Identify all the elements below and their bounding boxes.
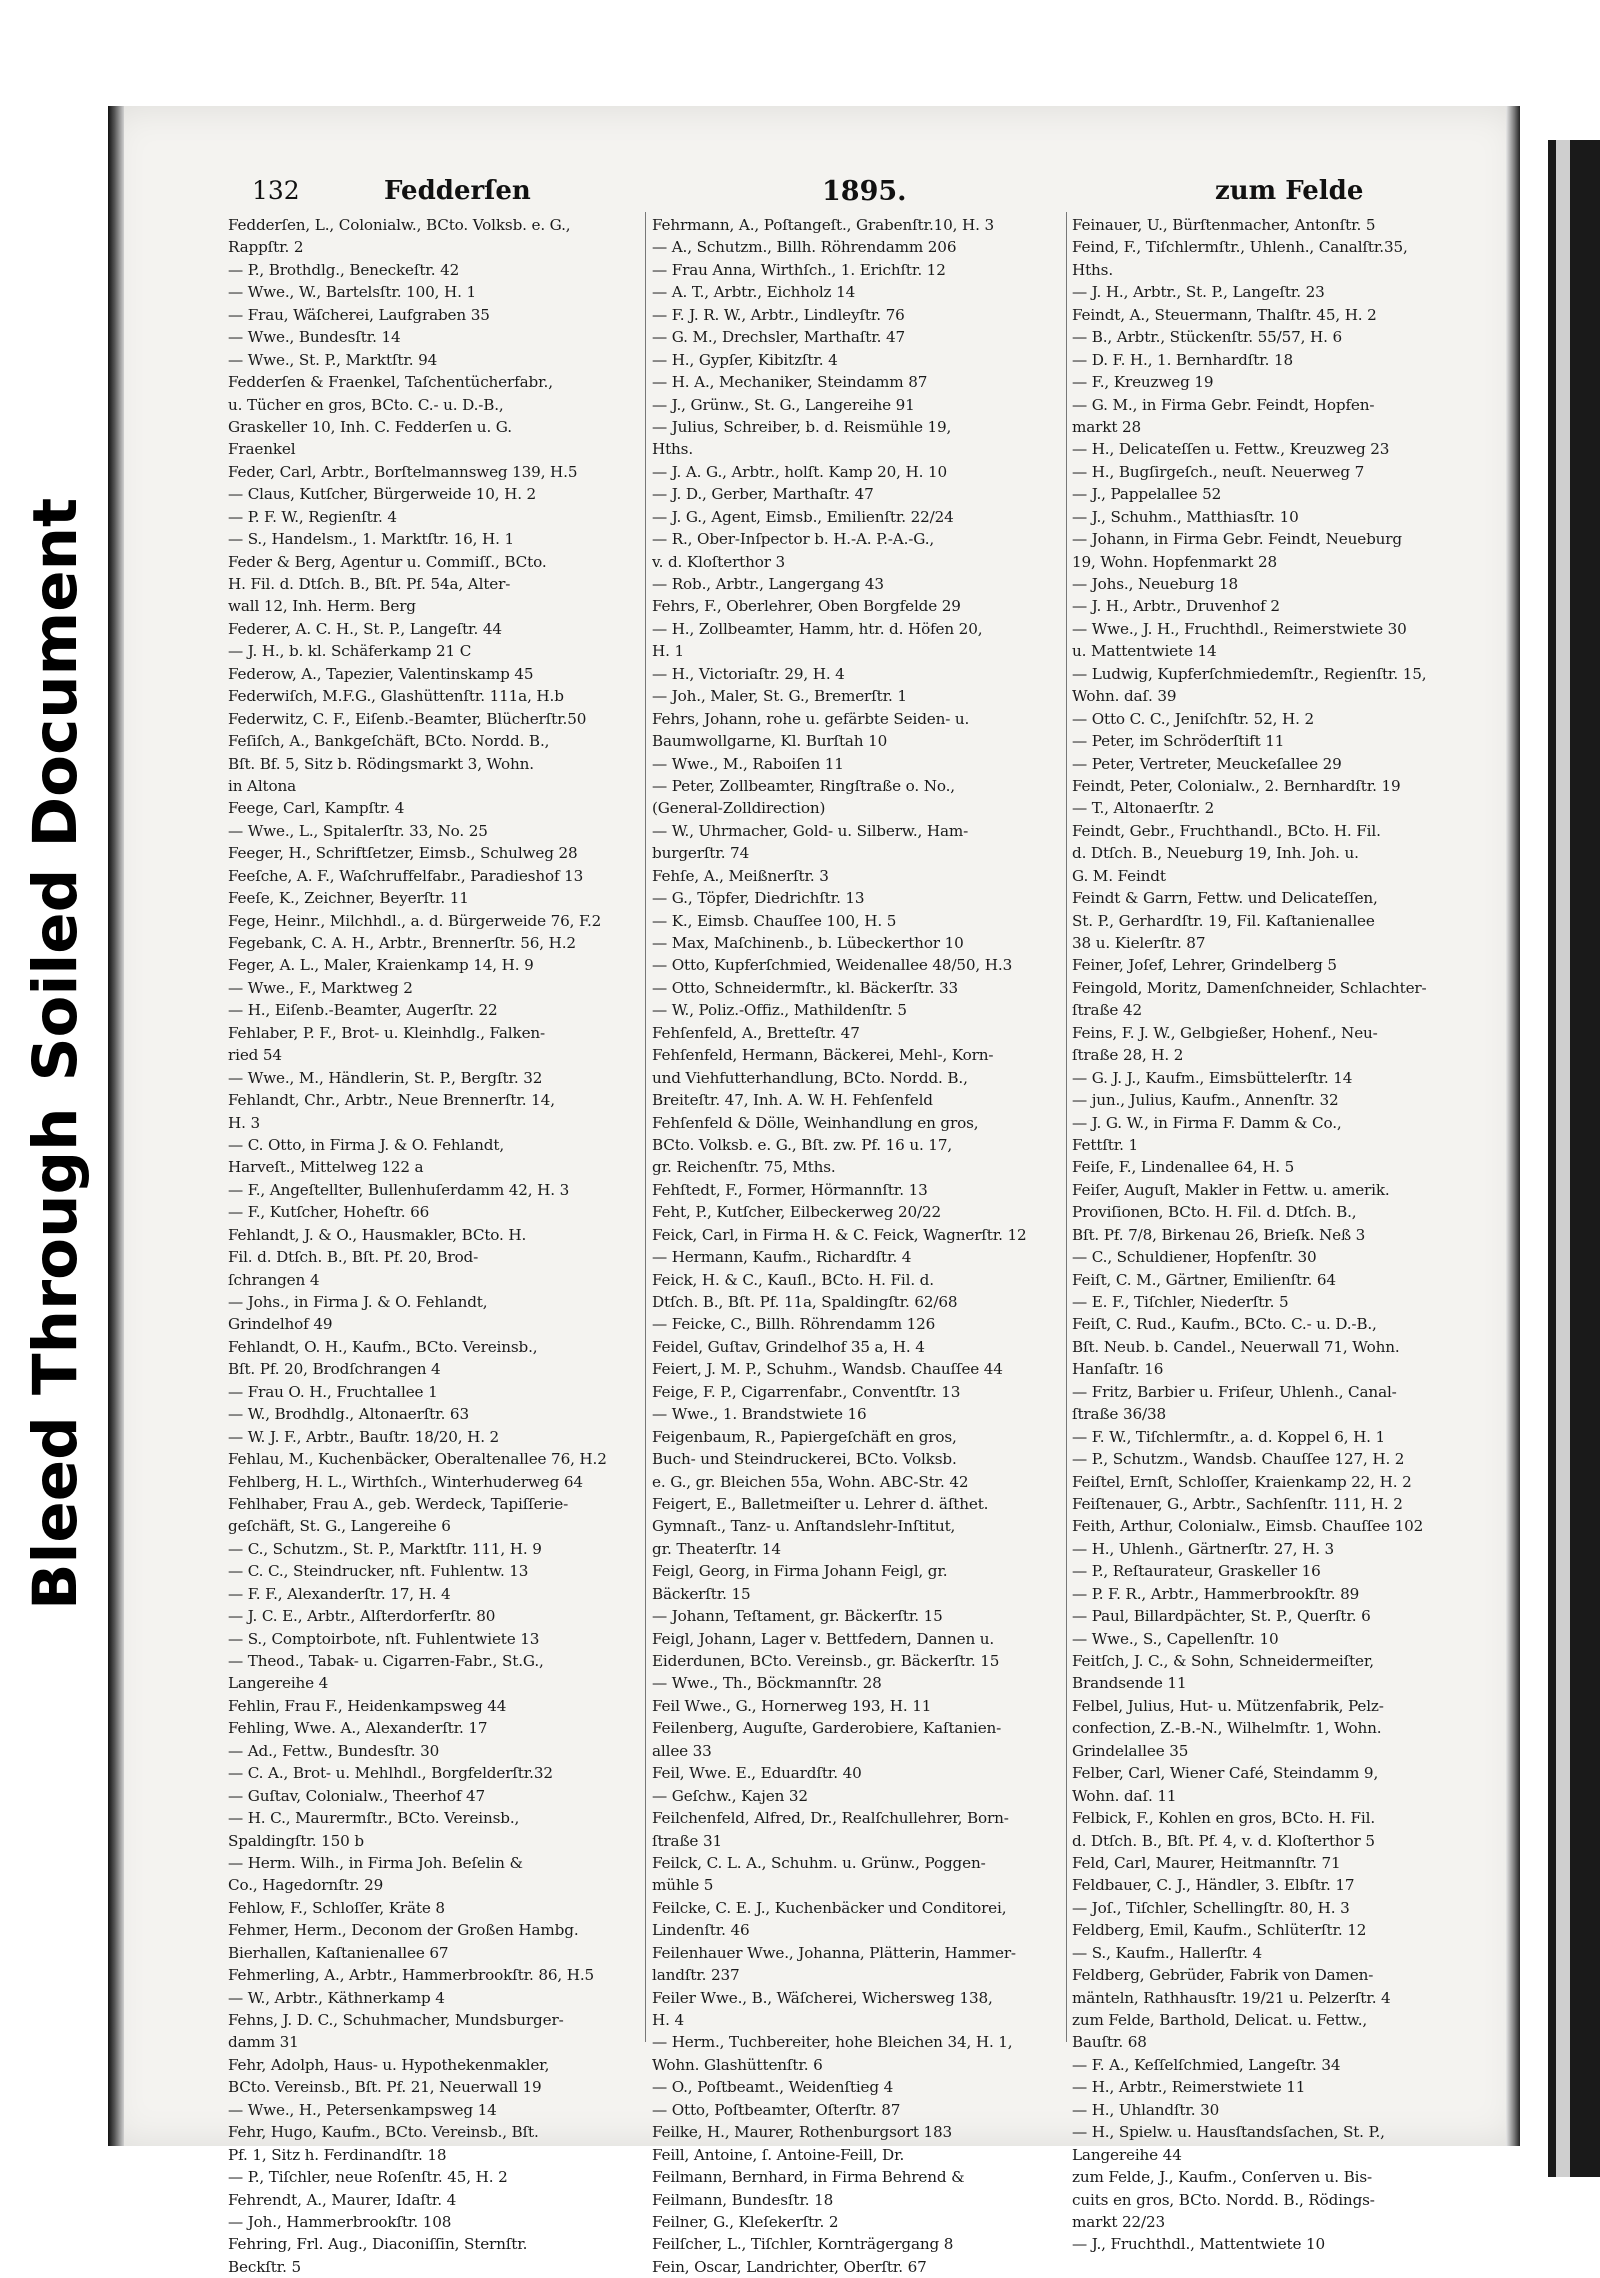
directory-entry-line: — O., Poſtbeamt., Weidenſtieg 4 [652,2078,894,2097]
directory-entry-line: Feſiſch, A., Bankgeſchäft, BCto. Nordd. B., [228,732,550,751]
directory-entry-line: Fehſenfeld & Dölle, Weinhandlung en gros, [652,1113,979,1132]
directory-entry-line: Buch- und Steindruckerei, BCto. Volksb. [652,1450,957,1469]
directory-entry-line: — F. J. R. W., Arbtr., Lindleyſtr. 76 [652,305,905,324]
directory-entry-line: ſtraße 42 [1072,1001,1142,1020]
directory-entry-line: — Peter, Vertreter, Meuckeſallee 29 [1072,754,1342,773]
directory-entry-line: Feder & Berg, Agentur u. Commiſſ., BCto. [228,552,547,571]
directory-entry-line: Proviſionen, BCto. H. Fil. d. Dtſch. B., [1072,1203,1357,1222]
directory-entry-line: — F., Kutſcher, Hoheſtr. 66 [228,1203,430,1222]
directory-entry-line: Fehrs, F., Oberlehrer, Oben Borgfelde 29 [652,597,961,616]
directory-entry-line: — C. A., Brot- u. Mehlhdl., Borgfelderſtr.32 [228,1764,553,1783]
directory-entry-line: Lindenſtr. 46 [652,1921,750,1940]
directory-entry-line: Fege, Heinr., Milchhdl., a. d. Bürgerweide 76, F.2 [228,911,602,930]
directory-entry-line: — D. F. H., 1. Bernhardſtr. 18 [1072,350,1293,369]
directory-entry-line: Feldberg, Emil, Kaufm., Schlüterſtr. 12 [1072,1921,1367,1940]
directory-entry-line: ried 54 [228,1046,282,1065]
directory-entry-line: — Joh., Maler, St. G., Bremerſtr. 1 [652,687,907,706]
directory-entry-line: — H., Uhlenh., Gärtnerſtr. 27, H. 3 [1072,1539,1335,1558]
directory-entry-line: — Wwe., H., Petersenkampsweg 14 [228,2100,497,2119]
directory-entry-line: Fehlaber, P. F., Brot- u. Kleinhdlg., Falken- [228,1023,546,1042]
directory-entry-line: Feger, A. L., Maler, Kraienkamp 14, H. 9 [228,956,534,975]
directory-entry-line: Feiner, Joſef, Lehrer, Grindelberg 5 [1072,956,1337,975]
directory-entry-line: — Fritz, Barbier u. Friſeur, Uhlenh., Canal- [1072,1382,1397,1401]
directory-entry-line: Feick, Carl, in Firma H. & C. Feick, Wagnerſtr. 12 [652,1225,1027,1244]
directory-entry-line: — W., Brodhdlg., Altonaerſtr. 63 [228,1405,469,1424]
directory-entry-line: Feiler Wwe., B., Wäſcherei, Wichersweg 138, [652,1988,993,2007]
directory-entry-line: — Otto C. C., Jeniſchſtr. 52, H. 2 [1072,709,1314,728]
directory-entry-line: Feith, Arthur, Colonialw., Eimsb. Chauſſee 102 [1072,1517,1424,1536]
directory-entry-line: — F. A., Keſſelſchmied, Langeſtr. 34 [1072,2055,1341,2074]
directory-entry-line: ſtraße 28, H. 2 [1072,1046,1184,1065]
directory-entry-line: — F., Kreuzweg 19 [1072,373,1214,392]
directory-entry-line: — H., Eiſenb.-Beamter, Augerſtr. 22 [228,1001,498,1020]
directory-entry-line: ſtraße 31 [652,1831,722,1850]
directory-entry-line: Fehlberg, H. L., Wirthſch., Winterhuderweg 64 [228,1472,583,1491]
directory-entry-line: — F., Angeſtellter, Bullenhuſerdamm 42, H. 3 [228,1180,570,1199]
directory-entry-line: — T., Altonaerſtr. 2 [1072,799,1215,818]
directory-entry-line: — S., Handelsm., 1. Marktſtr. 16, H. 1 [228,530,514,549]
directory-entry-line: BCto. Vereinsb., Bſt. Pf. 21, Neuerwall 19 [228,2078,542,2097]
directory-entry-line: Hanſaſtr. 16 [1072,1360,1164,1379]
directory-entry-line: Felbick, F., Kohlen en gros, BCto. H. Fil. [1072,1809,1376,1828]
directory-entry-line: Grindelhof 49 [228,1315,333,1334]
directory-entry-line: Fehſe, A., Meißnerſtr. 3 [652,866,829,885]
directory-entry-line: — J., Grünw., St. G., Langereihe 91 [652,395,915,414]
directory-entry-line: Fegebank, C. A. H., Arbtr., Brennerſtr. 56, H.2 [228,934,576,952]
page-number: 132 [252,176,300,205]
directory-entry-line: Fein, Oscar, Landrichter, Oberſtr. 67 [652,2257,927,2276]
directory-entry-line: — Ludwig, Kupferſchmiedemſtr., Regienſtr. 15, [1072,664,1427,683]
directory-entry-line: — P. F. R., Arbtr., Hammerbrookſtr. 89 [1072,1584,1360,1603]
directory-entry-line: markt 28 [1072,417,1141,436]
directory-entry-line: — Johs., in Firma J. & O. Fehlandt, [228,1293,488,1311]
directory-entry-line: — Paul, Billardpächter, St. P., Querſtr. 6 [1072,1607,1371,1626]
directory-entry-line: Wohn. daſ. 11 [1072,1786,1177,1805]
directory-entry-line: Feill, Antoine, ſ. Antoine-Feill, Dr. [652,2145,905,2164]
directory-entry-line: mühle 5 [652,1876,714,1895]
directory-entry-line: damm 31 [228,2033,299,2052]
directory-entry-line: — A., Schutzm., Billh. Röhrendamm 206 [652,238,957,257]
directory-entry-line: Fehrs, Johann, rohe u. gefärbte Seiden- u. [652,709,970,728]
directory-entry-line: — W. J. F., Arbtr., Bauſtr. 18/20, H. 2 [228,1427,500,1446]
directory-entry-line: — F. F., Alexanderſtr. 17, H. 4 [228,1584,451,1603]
directory-entry-line: Bauſtr. 68 [1072,2033,1147,2052]
directory-entry-line: — P. F. W., Regienſtr. 4 [228,507,397,526]
directory-entry-line: — H., Spielw. u. Hausſtandsſachen, St. P., [1072,2123,1385,2142]
directory-entry-line: Feiſt, C. Rud., Kaufm., BCto. C.- u. D.-B., [1072,1315,1377,1334]
directory-entry-line: Feilchenfeld, Alfred, Dr., Realſchullehrer, Born- [652,1809,1009,1828]
directory-entry-line: — P., Tiſchler, neue Roſenſtr. 45, H. 2 [228,2168,508,2187]
directory-entry-line: Feick, H. & C., Kauſl., BCto. H. Fil. d. [652,1270,934,1289]
directory-entry-line: BCto. Volksb. e. G., Bſt. zw. Pf. 16 u. 17, [652,1135,953,1154]
directory-entry-line: — Wwe., Bundesſtr. 14 [228,328,401,347]
directory-entry-line: H. 1 [652,642,684,661]
directory-entry-line: Fehmer, Herm., Deconom der Großen Hambg. [228,1921,579,1940]
directory-entry-line: — F. W., Tiſchlermſtr., a. d. Koppel 6, H. 1 [1072,1427,1386,1446]
directory-entry-line: Fehſenfeld, A., Bretteſtr. 47 [652,1023,860,1042]
directory-entry-line: Feilmann, Bernhard, in Firma Behrend & [652,2168,965,2187]
directory-entry-line: — C. Otto, in Firma J. & O. Fehlandt, [228,1135,505,1154]
directory-entry-line: — C., Schutzm., St. P., Marktſtr. 111, H. 9 [228,1539,542,1558]
directory-entry-line: ſchrangen 4 [228,1270,320,1289]
directory-entry-line: Federow, A., Tapezier, Valentinskamp 45 [228,664,534,683]
directory-entry-line: Feilmann, Bundesſtr. 18 [652,2190,834,2209]
directory-entry-line: 38 u. Kielerſtr. 87 [1072,934,1206,952]
directory-entry-line: — J. D., Gerber, Marthaſtr. 47 [652,485,874,504]
directory-entry-line: Federer, A. C. H., St. P., Langeſtr. 44 [228,619,502,638]
directory-entry-line: mänteln, Rathhausſtr. 19/21 u. Pelzerſtr. 4 [1072,1988,1391,2007]
directory-entry-line: — B., Arbtr., Stückenſtr. 55/57, H. 6 [1072,328,1342,347]
directory-entry-line: H. 4 [652,2011,684,2029]
directory-entry-line: Co., Hagedornſtr. 29 [228,1876,384,1895]
directory-entry-line: Fehlandt, J. & O., Hausmakler, BCto. H. [228,1225,527,1244]
directory-entry-line: — Johann, in Firma Gebr. Feindt, Neueburg [1072,530,1402,549]
directory-entry-line: — Hermann, Kaufm., Richardſtr. 4 [652,1248,912,1267]
directory-entry-line: (General-Zolldirection) [652,799,826,818]
stamp-bleed-through: Bleed Through [20,1107,91,1610]
directory-entry-line: Felbel, Julius, Hut- u. Mützenfabrik, Pelz- [1072,1696,1384,1715]
directory-entry-line: — G. M., in Firma Gebr. Feindt, Hopfen- [1072,395,1375,414]
directory-entry-line: — Frau Anna, Wirthſch., 1. Erichſtr. 12 [652,260,946,279]
directory-entry-line: Bſt. Neub. b. Candel., Neuerwall 71, Wohn. [1072,1337,1400,1356]
directory-entry-line: Fehring, Frl. Aug., Diaconiſſin, Sternſtr. [228,2235,528,2254]
directory-entry-line: — Wwe., St. P., Marktſtr. 94 [228,350,438,369]
directory-entry-line: Eiderdunen, BCto. Vereinsb., gr. Bäckerſtr. 15 [652,1652,1000,1670]
directory-entry-line: — Wwe., Th., Böckmannſtr. 28 [652,1674,882,1693]
directory-entry-line: Feldbauer, C. J., Händler, 3. Elbſtr. 17 [1072,1876,1355,1895]
directory-entry-line: Feige, F. P., Cigarrenfabr., Conventſtr. 13 [652,1382,961,1401]
directory-entry-line: — Wwe., 1. Brandstwiete 16 [652,1405,867,1424]
directory-entry-line: — W., Poliz.-Offiz., Mathildenſtr. 5 [652,1001,907,1020]
directory-entry-line: Fehrendt, A., Maurer, Idaſtr. 4 [228,2190,457,2209]
directory-entry-line: Feind, F., Tiſchlermſtr., Uhlenh., Canalſtr.35, [1072,238,1408,257]
directory-entry-line: — J., Pappelallee 52 [1072,485,1222,504]
directory-entry-line: — J. G., Agent, Eimsb., Emilienſtr. 22/24 [652,507,954,526]
directory-entry-line: — Herm., Tuchbereiter, hohe Bleichen 34, H. 1, [652,2033,1013,2052]
directory-entry-line: e. G., gr. Bleichen 55a, Wohn. ABC-Str. 42 [652,1472,969,1491]
directory-entry-line: — Peter, im Schröderſtift 11 [1072,732,1285,751]
directory-entry-line: Fehr, Adolph, Haus- u. Hypothekenmakler, [228,2055,550,2074]
directory-entry-line: und Viehfutterhandlung, BCto. Nordd. B., [652,1068,968,1087]
running-head-right: zum Felde [1215,176,1364,206]
directory-entry-line: — H. A., Mechaniker, Steindamm 87 [652,373,928,392]
directory-column-middle [652,214,1056,2278]
directory-entry-line: — Wwe., J. H., Fruchthdl., Reimerstwiete 30 [1072,619,1407,638]
directory-entry-line: Feld, Carl, Maurer, Heitmannſtr. 71 [1072,1853,1341,1872]
directory-entry-line: Fil. d. Dtſch. B., Bſt. Pf. 20, Brod- [228,1248,479,1267]
directory-entry-line: Fettſtr. 1 [1072,1135,1139,1154]
directory-entry-line: Gymnaſt., Tanz- u. Anſtandslehr-Inſtitut, [652,1517,956,1536]
running-head-left: Fedderſen [384,176,531,206]
directory-entry-line: — Wwe., W., Bartelsſtr. 100, H. 1 [228,283,476,302]
directory-entry-line: Feindt, Gebr., Fruchthandl., BCto. H. Fil. [1072,821,1381,840]
directory-entry-line: — H., Gypſer, Kibitzſtr. 4 [652,350,838,369]
directory-entry-line: Breiteſtr. 47, Inh. A. W. H. Fehſenfeld [652,1091,933,1110]
directory-entry-line: Fehr, Hugo, Kaufm., BCto. Vereinsb., Bſt. [228,2123,539,2142]
directory-entry-line: — R., Ober-Inſpector b. H.-A. P.-A.-G., [652,530,935,549]
directory-entry-line: Fehlhaber, Frau A., geb. Werdeck, Tapiſſerie- [228,1494,569,1513]
directory-entry-line: Feindt, Peter, Colonialw., 2. Bernhardſtr. 19 [1072,776,1401,795]
directory-entry-line: Feins, F. J. W., Gelbgießer, Hohenf., Neu- [1072,1023,1378,1042]
directory-entry-line: Bſt. Pf. 20, Brodſchrangen 4 [228,1360,441,1379]
directory-entry-line: — Wwe., F., Marktweg 2 [228,978,413,997]
directory-entry-line: — J. G. W., in Firma F. Damm & Co., [1072,1113,1342,1132]
directory-entry-line: Feigenbaum, R., Papiergeſchäft en gros, [652,1427,957,1446]
directory-entry-line: — Otto, Kupferſchmied, Weidenallee 48/50, H.3 [652,956,1013,975]
directory-entry-line: Wohn. daſ. 39 [1072,687,1177,706]
directory-entry-line: — Peter, Zollbeamter, Ringſtraße o. No., [652,776,955,795]
directory-entry-line: — Joh., Hammerbrookſtr. 108 [228,2212,452,2231]
directory-entry-line: Spaldingſtr. 150 b [228,1831,364,1850]
directory-entry-line: geſchäft, St. G., Langereihe 6 [228,1517,451,1536]
directory-entry-line: Fehlandt, O. H., Kaufm., BCto. Vereinsb., [228,1337,538,1356]
directory-entry-line: — Julius, Schreiber, b. d. Reismühle 19, [652,417,952,436]
directory-entry-line: — H., Bugſirgeſch., neuſt. Neuerweg 7 [1072,462,1365,481]
directory-entry-line: Brandsende 11 [1072,1674,1187,1693]
page-gutter-shadow [1506,106,1520,2146]
directory-entry-line: Feeſche, A. F., Waſchruffelfabr., Paradieshof 13 [228,866,584,885]
directory-entry-line: Bierhallen, Kaſtanienallee 67 [228,1943,449,1962]
directory-entry-line: — jun., Julius, Kaufm., Annenſtr. 32 [1072,1091,1339,1110]
directory-entry-line: — W., Uhrmacher, Gold- u. Silberw., Ham- [652,821,969,840]
directory-entry-line: — J. H., b. kl. Schäferkamp 21 C [228,642,472,661]
directory-entry-line: Felber, Carl, Wiener Café, Steindamm 9, [1072,1764,1379,1783]
directory-entry-line: — C. C., Steindrucker, nft. Fuhlentw. 13 [228,1562,529,1581]
year-heading: 1895. [822,176,907,207]
directory-column-left [228,214,642,2278]
directory-entry-line: Harveſt., Mittelweg 122 a [228,1158,424,1177]
directory-entry-line: zum Felde, J., Kaufm., Conſerven u. Bis- [1072,2168,1372,2187]
directory-entry-line: Feiſe, F., Lindenallee 64, H. 5 [1072,1158,1295,1177]
directory-entry-line: d. Dtſch. B., Bſt. Pf. 4, v. d. Kloſterthor 5 [1072,1831,1375,1850]
directory-entry-line: Fehlow, F., Schloſſer, Kräte 8 [228,1898,445,1917]
directory-entry-line: — Theod., Tabak- u. Cigarren-Fabr., St.G., [228,1652,544,1670]
directory-entry-line: — H., Arbtr., Reimerstwiete 11 [1072,2078,1306,2097]
directory-entry-line: Fehlandt, Chr., Arbtr., Neue Brennerſtr. 14, [228,1091,555,1110]
directory-entry-line: — Herm. Wilh., in Firma Joh. Beſelin & [228,1853,523,1872]
directory-entry-line: d. Dtſch. B., Neueburg 19, Inh. Joh. u. [1072,844,1359,863]
next-page-edge-highlight [1556,140,1570,2177]
directory-entry-line: u. Mattentwiete 14 [1072,642,1217,661]
directory-entry-line: — H., Uhlandſtr. 30 [1072,2100,1220,2119]
directory-entry-line: Langereihe 4 [228,1674,329,1693]
directory-entry-line: — P., Schutzm., Wandsb. Chauſſee 127, H. 2 [1072,1450,1405,1469]
directory-entry-line: Feil Wwe., G., Hornerweg 193, H. 11 [652,1696,932,1715]
directory-entry-line: Feilner, G., Kleſekerſtr. 2 [652,2212,839,2231]
directory-entry-line: — Frau, Wäſcherei, Laufgraben 35 [228,305,490,324]
directory-entry-line: Fehrmann, A., Poſtangeſt., Grabenſtr.10, H. 3 [652,216,994,234]
directory-entry-line: Feilenhauer Wwe., Johanna, Plätterin, Hammer- [652,1943,1016,1962]
directory-entry-line: Feil, Wwe. E., Eduardſtr. 40 [652,1764,862,1783]
directory-entry-line: — Frau O. H., Fruchtallee 1 [228,1382,438,1401]
directory-entry-line: — Guſtav, Colonialw., Theerhof 47 [228,1786,486,1805]
directory-entry-line: markt 22/23 [1072,2212,1165,2231]
directory-entry-line: 19, Wohn. Hopfenmarkt 28 [1072,552,1277,571]
directory-entry-line: Feitſch, J. C., & Sohn, Schneidermeiſter, [1072,1652,1374,1670]
directory-entry-line: — Ad., Fettw., Bundesſtr. 30 [228,1741,440,1760]
directory-entry-line: — Rob., Arbtr., Langergang 43 [652,575,884,593]
column-rule [645,212,646,2042]
directory-column-right [1072,214,1484,2256]
directory-entry-line: cuits en gros, BCto. Nordd. B., Rödings- [1072,2190,1375,2209]
directory-entry-line: — J. C. E., Arbtr., Alſterdorferſtr. 80 [228,1607,496,1626]
directory-entry-line: — Wwe., S., Capellenſtr. 10 [1072,1629,1279,1648]
directory-entry-line: Pf. 1, Sitz h. Ferdinandſtr. 18 [228,2145,447,2164]
directory-entry-line: Fehlin, Frau F., Heidenkampsweg 44 [228,1696,507,1715]
directory-entry-line: confection, Z.-B.-N., Wilhelmſtr. 1, Wohn. [1072,1719,1382,1738]
directory-entry-line: Feidel, Guſtav, Grindelhof 35 a, H. 4 [652,1337,925,1356]
directory-entry-line: Feeger, H., Schriftſetzer, Eimsb., Schulweg 28 [228,844,578,863]
directory-entry-line: — Johann, Teſtament, gr. Bäckerſtr. 15 [652,1607,943,1626]
directory-entry-line: Feilenberg, Auguſte, Garderobiere, Kaſtanien- [652,1719,1002,1738]
page-left-edge-shadow [108,106,124,2146]
directory-entry-line: gr. Theaterſtr. 14 [652,1539,781,1558]
directory-entry-line: — G., Töpfer, Diedrichſtr. 13 [652,889,865,908]
directory-entry-line: — Geſchw., Kajen 32 [652,1786,808,1805]
directory-entry-line: Federwiſch, M.F.G., Glashüttenſtr. 111a, H.b [228,687,564,706]
directory-entry-line: Feht, P., Kutſcher, Eilbeckerweg 20/22 [652,1203,941,1222]
directory-entry-line: Fehns, J. D. C., Schuhmacher, Mundsburger- [228,2011,564,2029]
directory-entry-line: Feiert, J. M. P., Schuhm., Wandsb. Chauſſee 44 [652,1360,1003,1379]
directory-entry-line: — P., Reſtaurateur, Graskeller 16 [1072,1562,1321,1581]
directory-entry-line: Feldberg, Gebrüder, Fabrik von Damen- [1072,1966,1374,1985]
directory-entry-line: Bäckerſtr. 15 [652,1584,751,1603]
directory-entry-line: Bſt. Bf. 5, Sitz b. Rödingsmarkt 3, Wohn. [228,754,534,773]
directory-entry-line: — A. T., Arbtr., Eichholz 14 [652,283,856,302]
directory-entry-line: — Wwe., M., Händlerin, St. P., Bergſtr. 32 [228,1068,543,1087]
directory-entry-line: H. Fil. d. Dtſch. B., Bſt. Pf. 54a, Alter- [228,575,511,593]
directory-entry-line: — H., Delicateſſen u. Fettw., Kreuzweg 23 [1072,440,1390,459]
directory-entry-line: Feigl, Johann, Lager v. Bettfedern, Dannen u. [652,1629,995,1648]
directory-entry-line: — J., Fruchthdl., Mattentwiete 10 [1072,2235,1326,2254]
directory-entry-line: Fedderſen & Fraenkel, Taſchentücherfabr., [228,373,553,392]
directory-entry-line: — H., Victoriaſtr. 29, H. 4 [652,664,845,683]
directory-entry-line: Wohn. Glashüttenſtr. 6 [652,2055,823,2074]
directory-entry-line: — Max, Maſchinenb., b. Lübeckerthor 10 [652,934,964,952]
margin-stamp [20,498,91,1610]
directory-entry-line: — Wwe., M., Raboiſen 11 [652,754,844,773]
directory-entry-line: Federwitz, C. F., Eiſenb.-Beamter, Blücherſtr.50 [228,709,587,728]
directory-entry-line: — J. A. G., Arbtr., holſt. Kamp 20, H. 10 [652,462,947,481]
directory-entry-line: — G. M., Drechsler, Marthaſtr. 47 [652,328,906,347]
directory-entry-line: — P., Brothdlg., Beneckeſtr. 42 [228,260,460,279]
directory-entry-line: — H., Zollbeamter, Hamm, htr. d. Höfen 20, [652,619,983,638]
directory-entry-line: Feiſer, Auguſt, Makler in Fettw. u. amerik. [1072,1180,1390,1199]
directory-entry-line: Fedderſen, L., Colonialw., BCto. Volksb. e. G., [228,216,571,234]
stamp-soiled-document: Soiled Document [20,497,91,1082]
directory-entry-line: — J., Schuhm., Matthiasſtr. 10 [1072,507,1299,526]
directory-entry-line: gr. Reichenſtr. 75, Mths. [652,1158,836,1177]
directory-entry-line: — Joſ., Tiſchler, Schellingſtr. 80, H. 3 [1072,1898,1350,1917]
directory-entry-line: — Wwe., L., Spitalerſtr. 33, No. 25 [228,821,488,840]
directory-entry-line: Feigl, Georg, in Firma Johann Feigl, gr. [652,1562,948,1581]
directory-entry-line: allee 33 [652,1741,712,1760]
directory-entry-line: — E. F., Tiſchler, Niederſtr. 5 [1072,1293,1289,1311]
directory-entry-line: Feeſe, K., Zeichner, Beyerſtr. 11 [228,889,469,908]
directory-entry-line: burgerſtr. 74 [652,844,750,863]
directory-entry-line: Feindt, A., Steuermann, Thalſtr. 45, H. 2 [1072,305,1377,324]
directory-entry-line: — C., Schuldiener, Hopfenſtr. 30 [1072,1248,1317,1267]
directory-entry-line: G. M. Feindt [1072,866,1166,885]
directory-entry-line: Beckſtr. 5 [228,2257,301,2276]
directory-entry-line: Feege, Carl, Kampſtr. 4 [228,799,405,818]
directory-entry-line: ſtraße 36/38 [1072,1405,1166,1424]
directory-entry-line: — H. C., Maurermſtr., BCto. Vereinsb., [228,1809,520,1828]
directory-entry-line: Feder, Carl, Arbtr., Borſtelmannsweg 139, H.5 [228,462,578,481]
directory-entry-line: Feilcke, C. E. J., Kuchenbäcker und Conditorei, [652,1898,1007,1917]
directory-entry-line: Bſt. Pf. 7/8, Birkenau 26, Brieſk. Neß 3 [1072,1225,1366,1244]
directory-entry-line: Feiſtenauer, G., Arbtr., Sachſenſtr. 111, H. 2 [1072,1494,1403,1513]
directory-entry-line: Dtſch. B., Bſt. Pf. 11a, Spaldingſtr. 62/68 [652,1293,958,1311]
directory-entry-line: landſtr. 237 [652,1966,740,1985]
directory-entry-line: — Claus, Kutſcher, Bürgerweide 10, H. 2 [228,485,537,504]
directory-entry-line: — S., Kaufm., Hallerſtr. 4 [1072,1943,1263,1962]
directory-entry-line: — S., Comptoirbote, nſt. Fuhlentwiete 13 [228,1629,540,1648]
directory-entry-line: u. Tücher en gros, BCto. C.- u. D.-B., [228,395,504,414]
directory-entry-line: Feingold, Moritz, Damenſchneider, Schlachter- [1072,978,1427,997]
directory-entry-line: Grindelallee 35 [1072,1741,1189,1760]
directory-entry-line: — W., Arbtr., Käthnerkamp 4 [228,1988,445,2007]
directory-entry-line: Langereihe 44 [1072,2145,1182,2164]
directory-entry-line: Graskeller 10, Inh. C. Fedderſen u. G. [228,417,512,436]
directory-entry-line: Feinauer, U., Bürſtenmacher, Antonſtr. 5 [1072,216,1376,234]
directory-entry-line: Fehlau, M., Kuchenbäcker, Oberaltenallee 76, H.2 [228,1450,607,1469]
directory-entry-line: Feilck, C. L. A., Schuhm. u. Grünw., Poggen- [652,1853,986,1872]
directory-entry-line: Feilſcher, L., Tiſchler, Kornträgergang 8 [652,2235,954,2254]
directory-entry-line: H. 3 [228,1113,260,1132]
directory-entry-line: Fraenkel [228,440,296,459]
directory-entry-line: v. d. Kloſterthor 3 [652,552,786,571]
directory-entry-line: — G. J. J., Kaufm., Eimsbüttelerſtr. 14 [1072,1068,1353,1087]
directory-entry-line: Fehſtedt, F., Former, Hörmannſtr. 13 [652,1180,928,1199]
directory-entry-line: Hths. [1072,260,1114,279]
directory-entry-line: — J. H., Arbtr., Druvenhof 2 [1072,597,1280,616]
directory-entry-line: Fehling, Wwe. A., Alexanderſtr. 17 [228,1719,488,1738]
directory-entry-line: Baumwollgarne, Kl. Burſtah 10 [652,732,888,751]
directory-entry-line: Fehmerling, A., Arbtr., Hammerbrookſtr. 86, H.5 [228,1966,595,1985]
directory-entry-line: Hths. [652,440,694,459]
directory-entry-line: St. P., Gerhardſtr. 19, Fil. Kaſtanienallee [1072,911,1375,930]
directory-entry-line: — K., Eimsb. Chauſſee 100, H. 5 [652,911,897,930]
directory-entry-line: Feindt & Garrn, Fettw. und Delicateſſen, [1072,889,1378,908]
directory-entry-line: Feilke, H., Maurer, Rothenburgsort 183 [652,2123,952,2142]
directory-entry-line: Feigert, E., Balletmeiſter u. Lehrer d. äſthet. [652,1494,989,1513]
directory-entry-line: — Otto, Schneidermſtr., kl. Bäckerſtr. 33 [652,978,958,997]
directory-entry-line: — Otto, Poſtbeamter, Oſterſtr. 87 [652,2100,901,2119]
directory-entry-line: wall 12, Inh. Herm. Berg [228,597,416,616]
column-rule [1066,212,1067,2042]
directory-entry-line: — Johs., Neueburg 18 [1072,575,1238,593]
directory-entry-line: Feiſtel, Ernſt, Schloſſer, Kraienkamp 22, H. 2 [1072,1472,1412,1491]
directory-entry-line: — J. H., Arbtr., St. P., Langeſtr. 23 [1072,283,1325,302]
directory-entry-line: — Feicke, C., Billh. Röhrendamm 126 [652,1315,936,1334]
directory-entry-line: Rappſtr. 2 [228,238,304,257]
directory-entry-line: in Altona [228,776,297,795]
directory-entry-line: Fehſenfeld, Hermann, Bäckerei, Mehl-, Korn- [652,1046,994,1065]
directory-entry-line: zum Felde, Barthold, Delicat. u. Fettw., [1072,2011,1368,2029]
directory-entry-line: Feiſt, C. M., Gärtner, Emilienſtr. 64 [1072,1270,1336,1289]
